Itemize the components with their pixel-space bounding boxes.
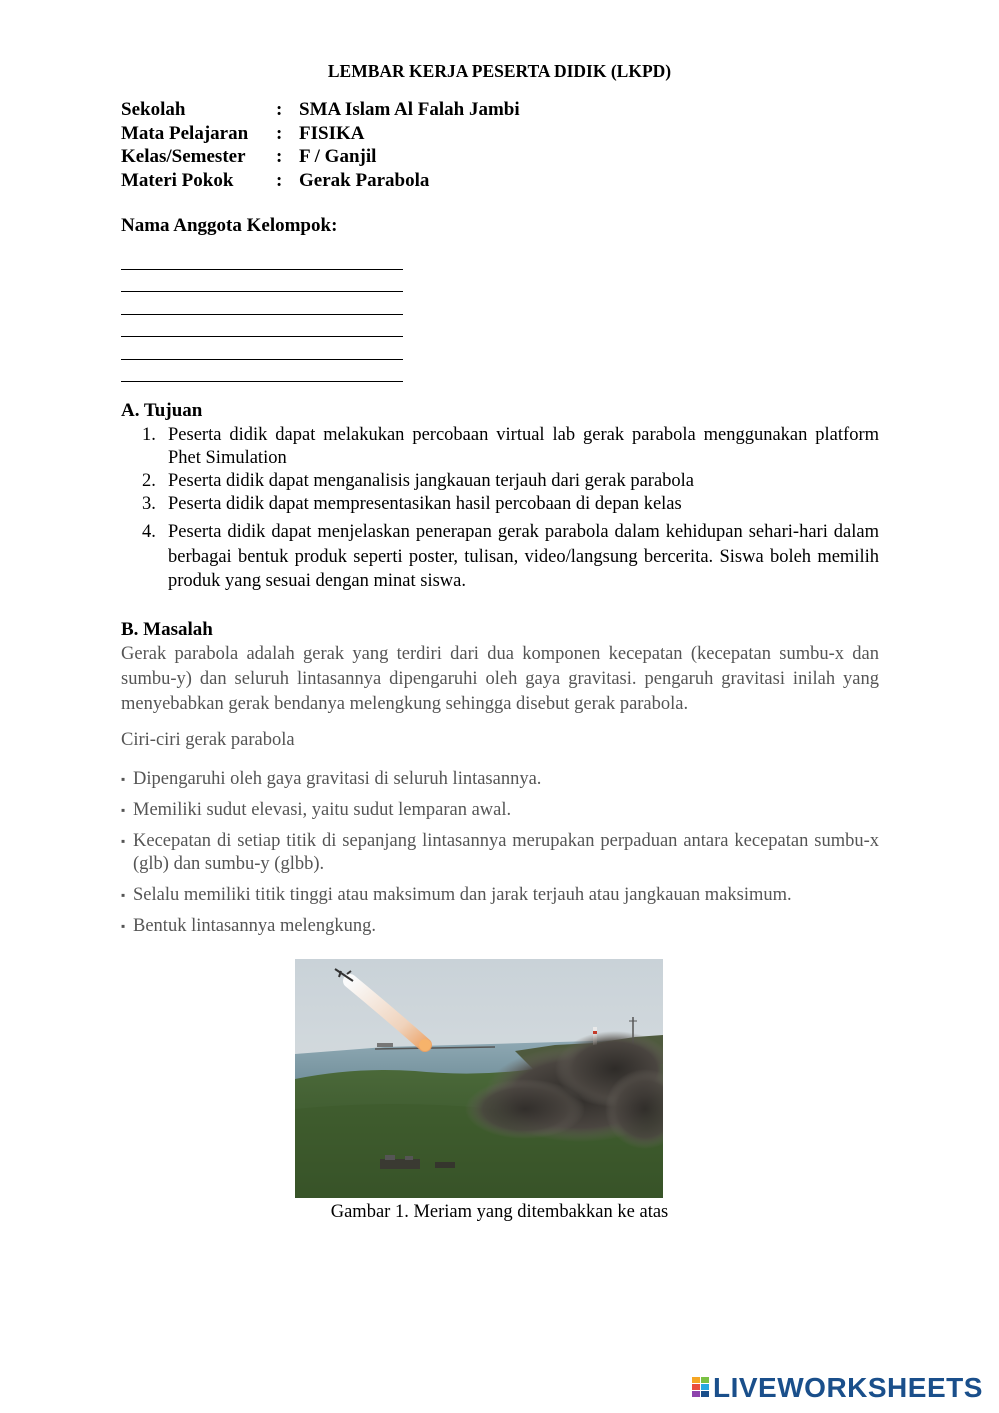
list-item bbox=[121, 830, 879, 876]
blank-answer-line[interactable] bbox=[121, 292, 403, 315]
group-members-label: Nama Anggota Kelompok: bbox=[121, 215, 338, 236]
blank-answer-line[interactable] bbox=[121, 247, 403, 270]
info-row-mapel bbox=[121, 122, 520, 146]
liveworksheets-logo-icon bbox=[692, 1375, 710, 1401]
info-value: F / Ganjil bbox=[299, 146, 377, 167]
list-item bbox=[121, 799, 879, 822]
bullet-icon: ▪ bbox=[121, 919, 126, 933]
info-value: Gerak Parabola bbox=[299, 169, 430, 191]
info-row-sekolah bbox=[121, 98, 520, 122]
info-value: SMA Islam Al Falah Jambi bbox=[299, 99, 520, 120]
list-item-text: Bentuk lintasannya melengkung. bbox=[133, 916, 377, 936]
list-number: 4. bbox=[142, 522, 156, 542]
list-item-text: Peserta didik dapat mempresentasikan hasil percobaan di depan kelas bbox=[168, 494, 682, 514]
list-number: 1. bbox=[142, 425, 156, 445]
info-label: Kelas/Semester bbox=[121, 146, 246, 167]
missile-launch-photo bbox=[295, 959, 663, 1198]
section-heading-masalah: B. Masalah bbox=[121, 619, 213, 640]
list-item bbox=[121, 915, 879, 938]
info-label: Materi Pokok bbox=[121, 169, 234, 191]
info-table bbox=[121, 98, 520, 192]
info-row-materi bbox=[121, 169, 520, 193]
list-item-text: Selalu memiliki titik tinggi atau maksimum dan jarak terjauh atau jangkauan maksimum. bbox=[133, 885, 792, 905]
masalah-paragraph: Gerak parabola adalah gerak yang terdiri dari dua komponen kecepatan (kecepatan sumbu-x dan sumbu-y) dan seluruh lintasannya dipengaruhi oleh gaya gravitasi. pengaruh gravitasi inilah yang menyebabkan gerak bendanya melengkung sehingga disebut gerak parabola. bbox=[121, 644, 879, 714]
page-title: LEMBAR KERJA PESERTA DIDIK (LKPD) bbox=[327, 61, 672, 81]
list-item-text: Peserta didik dapat melakukan percobaan virtual lab gerak parabola menggunakan platform Phet Simulation bbox=[168, 425, 879, 468]
info-separator: : bbox=[276, 146, 283, 167]
brand-name: LIVEWORKSHEETS bbox=[713, 1372, 983, 1403]
bullet-icon: ▪ bbox=[121, 834, 126, 848]
list-item bbox=[121, 768, 879, 791]
blank-answer-line[interactable] bbox=[121, 315, 403, 338]
figure-caption: Gambar 1. Meriam yang ditembakkan ke atas bbox=[330, 1202, 669, 1222]
list-item-text: Dipengaruhi oleh gaya gravitasi di seluruh lintasannya. bbox=[133, 769, 542, 789]
blank-answer-line[interactable] bbox=[121, 337, 403, 360]
blank-answer-line[interactable] bbox=[121, 360, 403, 383]
info-separator: : bbox=[276, 122, 283, 144]
bullet-icon: ▪ bbox=[121, 803, 126, 817]
list-item-text: Peserta didik dapat menjelaskan penerapan gerak parabola dalam kehidupan sehari-hari dalam berbagai bentuk produk seperti poster, tulisan, video/langsung bercerita. Siswa boleh memilih produk yang sesuai dengan minat siswa. bbox=[168, 522, 879, 591]
info-value: FISIKA bbox=[299, 122, 365, 144]
bullet-icon: ▪ bbox=[121, 772, 126, 786]
info-separator: : bbox=[276, 99, 283, 120]
info-label: Sekolah bbox=[121, 99, 186, 120]
ciri-bullet-list bbox=[121, 768, 879, 946]
list-item bbox=[121, 493, 879, 516]
list-number: 2. bbox=[142, 471, 156, 491]
list-item bbox=[121, 470, 879, 493]
liveworksheets-brand[interactable] bbox=[692, 1372, 983, 1404]
section-heading-tujuan: A. Tujuan bbox=[121, 400, 203, 421]
list-item bbox=[121, 884, 879, 907]
blank-answer-line[interactable] bbox=[121, 270, 403, 293]
list-item bbox=[121, 520, 879, 594]
info-separator: : bbox=[276, 169, 283, 191]
list-item-text: Peserta didik dapat menganalisis jangkauan terjauh dari gerak parabola bbox=[168, 471, 695, 491]
tujuan-list bbox=[121, 424, 879, 594]
list-item-text: Kecepatan di setiap titik di sepanjang lintasannya merupakan perpaduan antara kecepatan sumbu-x (glb) dan sumbu-y (glbb). bbox=[133, 831, 879, 874]
ciri-title: Ciri-ciri gerak parabola bbox=[121, 730, 295, 750]
list-number: 3. bbox=[142, 494, 156, 514]
bullet-icon: ▪ bbox=[121, 888, 126, 902]
info-row-kelas bbox=[121, 145, 520, 169]
info-label: Mata Pelajaran bbox=[121, 122, 249, 144]
list-item-text: Memiliki sudut elevasi, yaitu sudut lemparan awal. bbox=[133, 800, 512, 820]
group-members-lines bbox=[121, 247, 403, 382]
list-item bbox=[121, 424, 879, 470]
